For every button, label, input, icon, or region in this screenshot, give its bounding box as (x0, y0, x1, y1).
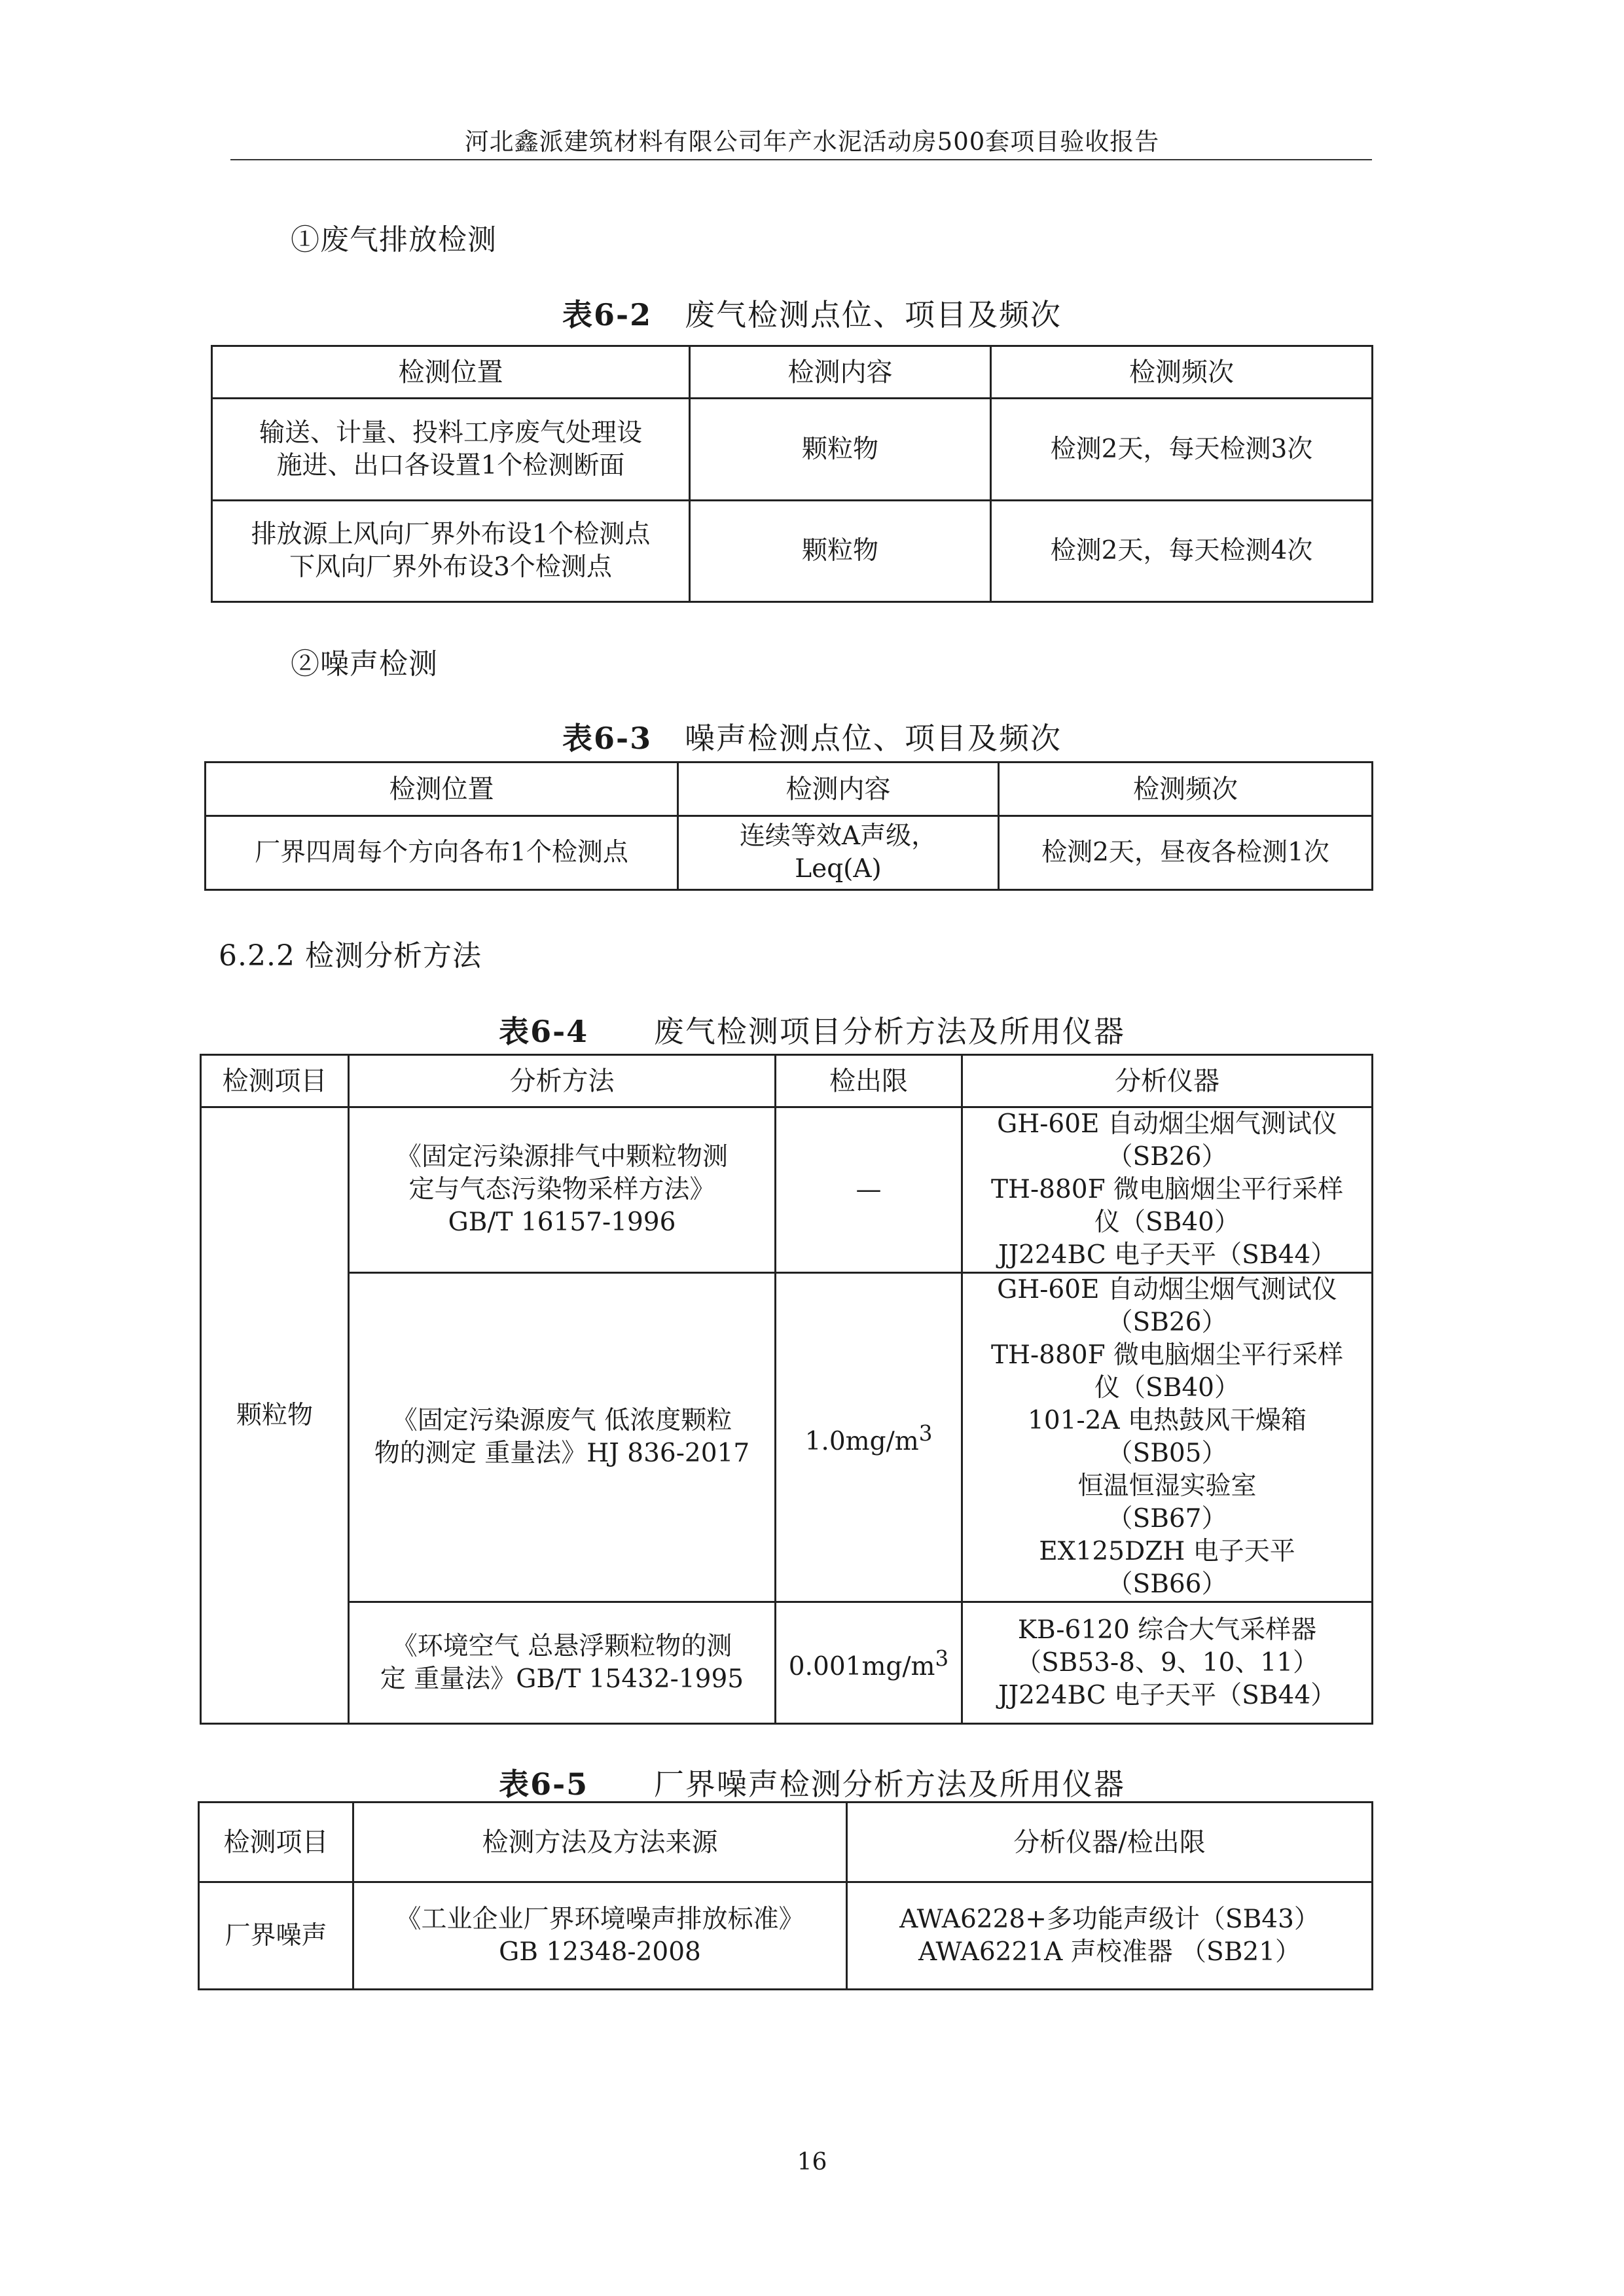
table-header-cell: 分析仪器 (962, 1055, 1373, 1107)
section-noise-heading: ②噪声检测 (291, 647, 438, 681)
table-header-cell: 检出限 (776, 1055, 962, 1107)
limit-value: 0.001mg/m (788, 1652, 935, 1681)
caption-number: 表6-5 (499, 1767, 589, 1802)
table-header-cell: 检测项目 (201, 1055, 349, 1107)
section-method-heading: 6.2.2 检测分析方法 (219, 939, 482, 973)
cell-line: （SB53-8、9、10、11） (1015, 1647, 1319, 1677)
location-cell (212, 501, 690, 602)
cell-line: EX125DZH 电子天平 (1039, 1537, 1295, 1566)
location-cell: 厂界四周每个方向各布1个检测点 (206, 816, 678, 890)
table-6-3-caption (0, 715, 1624, 758)
table-6-5 (198, 1801, 1373, 1990)
table-row (201, 1273, 1373, 1602)
content-cell (678, 816, 999, 890)
frequency-cell: 检测2天，每天检测3次 (991, 399, 1373, 501)
caption-title: 厂界噪声检测分析方法及所用仪器 (653, 1767, 1125, 1802)
item-cell: 厂界噪声 (199, 1882, 353, 1990)
cell-line: KB-6120 综合大气采样器 (1017, 1615, 1317, 1645)
method-cell (349, 1602, 776, 1724)
table-row (212, 501, 1373, 602)
cell-line: GH-60E 自动烟尘烟气测试仪 (997, 1275, 1337, 1304)
cell-line: （SB66） (1107, 1570, 1227, 1599)
table-header-cell: 检测方法及方法来源 (353, 1803, 847, 1882)
table-6-2-caption (0, 291, 1624, 334)
cell-line: 施进、出口各设置1个检测断面 (276, 450, 625, 480)
table-6-2 (211, 345, 1373, 603)
table-6-4-caption (0, 1008, 1624, 1051)
table-6-3 (204, 761, 1373, 891)
instrument-cell (847, 1882, 1373, 1990)
cell-line: GH-60E 自动烟尘烟气测试仪 (997, 1109, 1337, 1139)
cell-line: （SB67） (1107, 1504, 1227, 1534)
table-6-4 (200, 1054, 1373, 1725)
limit-cell (776, 1602, 962, 1724)
frequency-cell: 检测2天，每天检测4次 (991, 501, 1373, 602)
cell-line: 仪（SB40） (1094, 1373, 1240, 1403)
table-header-cell: 检测内容 (690, 346, 991, 399)
instrument-cell (962, 1602, 1373, 1724)
cell-line: （SB05） (1107, 1439, 1227, 1468)
section-waste-gas-heading: ①废气排放检测 (291, 223, 497, 257)
table-row (212, 399, 1373, 501)
table-header-cell: 检测位置 (206, 762, 678, 816)
cell-line: AWA6221A 声校准器 （SB21） (918, 1937, 1301, 1967)
cell-line: （SB26） (1107, 1142, 1227, 1172)
method-cell (353, 1882, 847, 1990)
table-row (201, 1602, 1373, 1724)
content-cell: 颗粒物 (690, 501, 991, 602)
content-cell: 颗粒物 (690, 399, 991, 501)
limit-superscript: 3 (935, 1646, 949, 1671)
cell-line: 排放源上风向厂界外布设1个检测点 (251, 520, 651, 549)
caption-number: 表6-3 (562, 721, 653, 756)
caption-title: 噪声检测点位、项目及频次 (684, 721, 1062, 756)
caption-title: 废气检测点位、项目及频次 (684, 297, 1062, 332)
frequency-cell: 检测2天，昼夜各检测1次 (999, 816, 1373, 890)
limit-superscript: 3 (918, 1420, 933, 1446)
cell-line: （SB26） (1107, 1308, 1227, 1337)
method-cell (349, 1273, 776, 1602)
table-header-cell: 分析方法 (349, 1055, 776, 1107)
table-header-cell: 检测内容 (678, 762, 999, 816)
limit-cell (776, 1273, 962, 1602)
cell-line: JJ224BC 电子天平（SB44） (998, 1680, 1337, 1710)
table-row (201, 1107, 1373, 1273)
cell-line: TH-880F 微电脑烟尘平行采样 (990, 1340, 1344, 1370)
table-header-cell: 分析仪器/检出限 (847, 1803, 1373, 1882)
cell-line: AWA6228+多功能声级计（SB43） (899, 1904, 1320, 1934)
instrument-cell (962, 1107, 1373, 1273)
cell-line: 《固定污染源排气中颗粒物测 (395, 1142, 728, 1172)
cell-line: Leq(A) (795, 854, 882, 884)
cell-line: 下风向厂界外布设3个检测点 (289, 552, 612, 582)
header-rule (230, 159, 1372, 160)
cell-line: JJ224BC 电子天平（SB44） (998, 1240, 1337, 1270)
caption-number: 表6-2 (562, 297, 653, 332)
cell-line: 输送、计量、投料工序废气处理设 (259, 418, 642, 448)
cell-line: 《环境空气 总悬浮颗粒物的测 (391, 1631, 732, 1661)
table-header-cell: 检测项目 (199, 1803, 353, 1882)
limit-cell: — (776, 1107, 962, 1273)
cell-line: 定与气态污染物采样方法》 (408, 1175, 715, 1204)
cell-line: 定 重量法》GB/T 15432-1995 (380, 1664, 744, 1694)
table-row (199, 1882, 1373, 1990)
table-6-5-caption (0, 1761, 1624, 1804)
instrument-cell (962, 1273, 1373, 1602)
method-cell (349, 1107, 776, 1273)
limit-value: 1.0mg/m (804, 1426, 919, 1456)
cell-line: 连续等效A声级， (739, 821, 937, 851)
cell-line: 物的测定 重量法》HJ 836-2017 (374, 1439, 750, 1468)
table-header-cell: 检测位置 (212, 346, 690, 399)
cell-line: 《固定污染源废气 低浓度颗粒 (391, 1406, 732, 1435)
table-header-cell: 检测频次 (999, 762, 1373, 816)
cell-line: GB 12348-2008 (499, 1937, 701, 1967)
cell-line: 101-2A 电热鼓风干燥箱 (1028, 1406, 1307, 1435)
report-header-title: 河北鑫派建筑材料有限公司年产水泥活动房500套项目验收报告 (464, 128, 1160, 156)
table-header-cell: 检测频次 (991, 346, 1373, 399)
cell-line: 恒温恒湿实验室 (1077, 1471, 1257, 1501)
cell-line: 仪（SB40） (1094, 1208, 1240, 1237)
cell-line: GB/T 16157-1996 (448, 1208, 676, 1237)
page-number: 16 (797, 2149, 827, 2176)
table-row (206, 816, 1373, 890)
cell-line: TH-880F 微电脑烟尘平行采样 (990, 1175, 1344, 1204)
caption-title: 废气检测项目分析方法及所用仪器 (653, 1014, 1125, 1049)
location-cell (212, 399, 690, 501)
cell-line: 《工业企业厂界环境噪声排放标准》 (395, 1904, 804, 1934)
caption-number: 表6-4 (499, 1014, 589, 1049)
item-cell: 颗粒物 (201, 1107, 349, 1724)
